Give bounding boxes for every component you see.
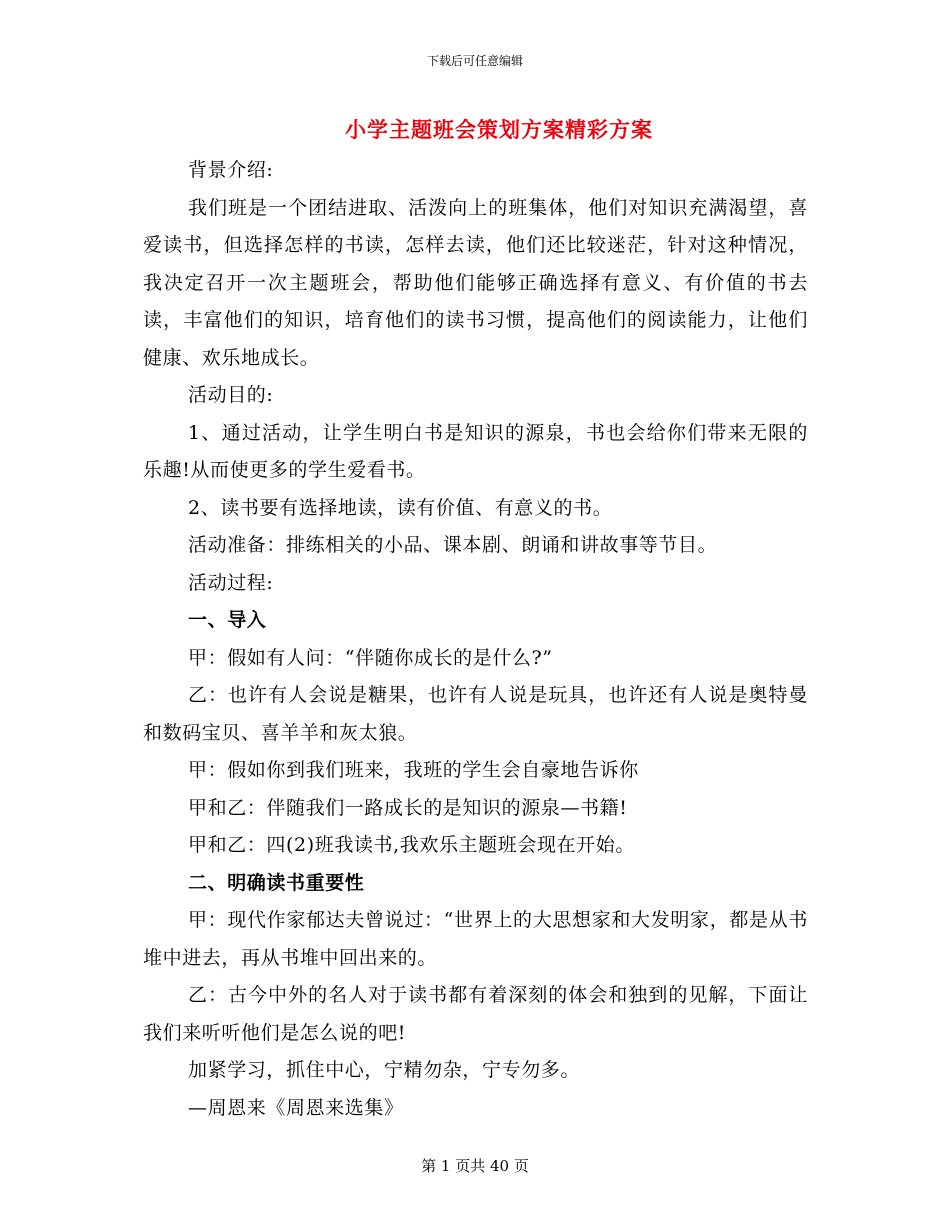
dialogue-line: 乙：也许有人会说是糖果，也许有人说是玩具，也许还有人说是奥特曼和数码宝贝、喜羊羊和灰太狼。	[143, 684, 808, 744]
quote-attribution: —周恩来《周恩来选集》	[188, 1096, 404, 1119]
document-body	[143, 152, 808, 1127]
dialogue-line: 甲和乙：四(2)班我读书,我欢乐主题班会现在开始。	[188, 834, 635, 856]
dialogue-line: 甲和乙：伴随我们一路成长的是知识的源泉—书籍!	[188, 796, 628, 819]
dialogue-line: 甲：现代作家郁达夫曾说过：“世界上的大思想家和大发明家，都是从书堆中进去，再从书堆中回出来的。	[143, 909, 808, 969]
paragraph-goal-1: 1、通过活动，让学生明白书是知识的源泉，书也会给你们带来无限的乐趣!从而使更多的学生爱看书。	[143, 421, 808, 481]
dialogue-line: 乙：古今中外的名人对于读书都有着深刻的体会和独到的见解，下面让我们来听听他们是怎么说的吧!	[143, 984, 808, 1044]
dialogue-line: 甲：假如你到我们班来，我班的学生会自豪地告诉你	[188, 759, 639, 781]
section-heading-intro: 一、导入	[188, 609, 267, 631]
paragraph-background-text: 我们班是一个团结进取、活泼向上的班集体，他们对知识充满渴望，喜爱读书，但选择怎样的书读，怎样去读，他们还比较迷茫，针对这种情况，我决定召开一次主题班会，帮助他们能够正确选择有意义、有价值的书去读，丰富他们的知识，培育他们的读书习惯，提高他们的阅读能力，让他们健康、欢乐地成长。	[143, 196, 808, 369]
paragraph-goal-heading: 活动目的:	[188, 384, 274, 406]
page-header: 下载后可任意编辑	[426, 54, 523, 68]
quote-text: 加紧学习，抓住中心，宁精勿杂，宁专勿多。	[188, 1059, 581, 1081]
paragraph-process-heading: 活动过程:	[188, 571, 274, 594]
document-title: 小学主题班会策划方案精彩方案	[345, 117, 653, 142]
section-heading-importance: 二、明确读书重要性	[188, 871, 365, 894]
paragraph-preparation: 活动准备：排练相关的小品、课本剧、朗诵和讲故事等节目。	[188, 534, 718, 556]
paragraph-goal-2: 2、读书要有选择地读，读有价值、有意义的书。	[188, 496, 613, 519]
paragraph-background-heading: 背景介绍:	[188, 159, 274, 181]
dialogue-line: 甲：假如有人问：“伴随你成长的是什么?”	[188, 646, 553, 669]
page-footer: 第 1 页共 40 页	[421, 1157, 529, 1175]
